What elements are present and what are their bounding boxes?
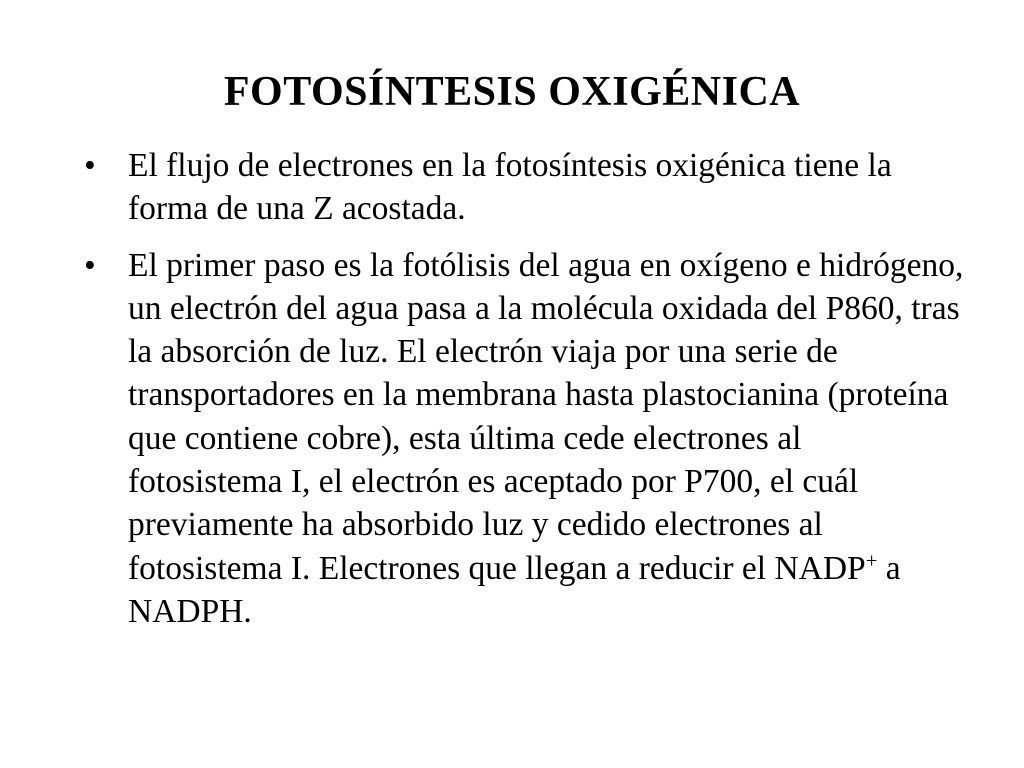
bullet-text-2-end: a NADPH. (128, 549, 901, 630)
bullet-item-1 (84, 144, 964, 231)
bullet-icon: • (84, 246, 96, 284)
bullet-text-2-main: El primer paso es la fotólisis del agua en oxígeno e hidrógeno, un electrón del agua pasa a la molécula oxidada del P860, tras la absorción de luz. El electrón viaja por una serie de transportadores en la membrana hasta plastocianina (proteína que contiene cobre), esta última cede electrones al fotosistema I, el electrón es aceptado por P700, el cuál previamente ha absorbido luz y cedido electrones al fotosistema I. Electrones que llegan a reducir el NADP (128, 246, 964, 587)
slide-title: FOTOSÍNTESIS OXIGÉNICA (223, 69, 801, 115)
bullet-icon: • (84, 147, 96, 184)
bullet-text-2 (128, 247, 963, 630)
bullet-item-2 (84, 244, 964, 634)
bullet-list (84, 144, 964, 646)
bullet-text-1: El flujo de electrones en la fotosíntesis oxigénica tiene la forma de una Z acostada. (128, 147, 892, 228)
nadp-superscript: + (865, 549, 878, 573)
